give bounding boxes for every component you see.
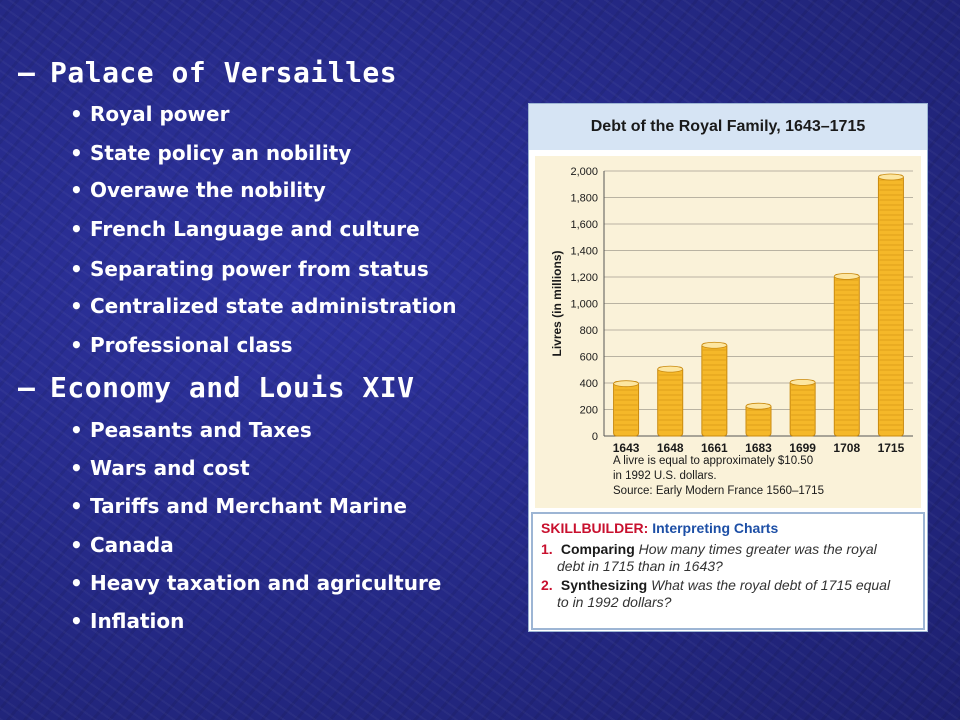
x-tick-label: 1708 xyxy=(833,441,861,455)
dash-marker: – xyxy=(18,371,36,404)
coin-top xyxy=(834,273,859,279)
y-axis-label: Livres (in millions) xyxy=(550,250,564,357)
y-tick-label: 600 xyxy=(579,351,598,364)
chart-note-line-2: in 1992 U.S. dollars. xyxy=(613,470,717,482)
bullet-dot: • xyxy=(70,571,83,595)
list-item-text: Separating power from status xyxy=(90,257,429,281)
y-tick-label: 0 xyxy=(591,431,598,443)
question-2-continued: to in 1992 dollars? xyxy=(557,594,672,610)
y-tick-label: 1,000 xyxy=(570,298,598,311)
coin-top xyxy=(702,342,727,348)
bar-1661 xyxy=(702,342,727,436)
skillbuilder-label: SKILLBUILDER: xyxy=(541,520,649,536)
question-number: 2. xyxy=(541,577,553,593)
bar-1699 xyxy=(790,379,815,436)
list-item-text: Centralized state administration xyxy=(90,294,457,318)
section-heading-text: Palace of Versailles xyxy=(50,56,398,89)
section-heading-economy xyxy=(18,371,415,404)
x-tick-label: 1643 xyxy=(612,441,640,455)
bullet-dot: • xyxy=(70,494,83,518)
list-item xyxy=(70,257,429,281)
skillbuilder-title: Interpreting Charts xyxy=(652,520,779,536)
list-item-text: Inflation xyxy=(90,609,185,633)
x-tick-label: 1661 xyxy=(701,441,728,455)
list-item xyxy=(70,571,442,595)
x-tick-label: 1699 xyxy=(789,441,816,455)
coin-top xyxy=(746,403,771,409)
list-item-text: Royal power xyxy=(90,102,230,126)
coin-top xyxy=(878,174,903,180)
x-tick-label: 1683 xyxy=(745,441,772,455)
bullet-dot: • xyxy=(70,217,83,241)
list-item xyxy=(70,178,326,202)
bullet-dot: • xyxy=(70,418,83,442)
question-text: What was the royal debt of 1715 equal xyxy=(651,577,891,593)
bullet-dot: • xyxy=(70,294,83,318)
skillbuilder-box xyxy=(531,512,925,630)
x-tick-label: 1715 xyxy=(877,441,905,455)
question-keyword: Synthesizing xyxy=(560,577,648,593)
bar-1683 xyxy=(746,403,771,436)
bar-body xyxy=(878,175,903,436)
list-item-text: Wars and cost xyxy=(90,456,250,480)
chart-panel xyxy=(535,156,921,508)
coin-top xyxy=(658,366,683,372)
bar-body xyxy=(790,380,815,436)
y-tick-label: 800 xyxy=(579,325,598,337)
bullet-dot: • xyxy=(70,178,83,202)
list-item-text: Canada xyxy=(90,533,174,557)
list-item-text: State policy an nobility xyxy=(90,141,352,165)
list-item xyxy=(70,217,420,241)
bar-1648 xyxy=(658,366,683,436)
bullet-dot: • xyxy=(70,141,83,165)
question-keyword: Comparing xyxy=(560,541,635,557)
list-item xyxy=(70,294,457,318)
bullet-dot: • xyxy=(70,609,83,633)
list-item-text: Heavy taxation and agriculture xyxy=(90,571,442,595)
chart-note-line-1: A livre is equal to approximately $10.50 xyxy=(613,455,814,467)
chart-title: Debt of the Royal Family, 1643–1715 xyxy=(529,104,927,150)
y-tick-label: 1,200 xyxy=(570,272,598,284)
bullet-dot: • xyxy=(70,102,83,126)
list-item xyxy=(70,533,174,557)
y-tick-label: 2,000 xyxy=(570,166,598,178)
chart-figure xyxy=(528,103,928,632)
list-item-text: French Language and culture xyxy=(90,217,420,241)
bullet-dot: • xyxy=(70,333,83,357)
section-heading-text: Economy and Louis XIV xyxy=(50,371,415,404)
list-item xyxy=(70,333,293,357)
list-item xyxy=(70,494,407,518)
x-tick-label: 1648 xyxy=(656,441,684,455)
y-tick-label: 1,400 xyxy=(570,245,598,258)
bar-1708 xyxy=(834,273,859,436)
chart-source-note: Source: Early Modern France 1560–1715 xyxy=(613,485,824,497)
question-2 xyxy=(541,577,890,594)
y-tick-label: 200 xyxy=(579,404,598,417)
question-1-continued: debt in 1715 than in 1643? xyxy=(557,558,723,574)
y-tick-label: 400 xyxy=(579,378,598,390)
bar-body xyxy=(658,367,683,436)
list-item xyxy=(70,102,230,126)
section-heading-versailles xyxy=(18,56,398,89)
question-1 xyxy=(541,541,877,558)
question-number: 1. xyxy=(541,541,553,557)
list-item xyxy=(70,141,352,165)
list-item-text: Peasants and Taxes xyxy=(90,418,312,442)
y-tick-label: 1,800 xyxy=(570,192,598,205)
question-text: How many times greater was the royal xyxy=(638,541,877,557)
bar-1715 xyxy=(878,174,903,436)
list-item-text: Tariffs and Merchant Marine xyxy=(90,494,407,518)
list-item-text: Professional class xyxy=(90,333,293,357)
bullet-dot: • xyxy=(70,456,83,480)
list-item xyxy=(70,456,250,480)
list-item xyxy=(70,609,185,633)
bullet-dot: • xyxy=(70,533,83,557)
dash-marker: – xyxy=(18,56,36,89)
coin-top xyxy=(614,381,639,387)
bar-1643 xyxy=(614,381,639,436)
bullet-dot: • xyxy=(70,257,83,281)
list-item-text: Overawe the nobility xyxy=(90,178,326,202)
list-item xyxy=(70,418,312,442)
coin-top xyxy=(790,379,815,385)
skillbuilder-heading xyxy=(541,520,778,536)
y-tick-label: 1,600 xyxy=(570,219,598,231)
